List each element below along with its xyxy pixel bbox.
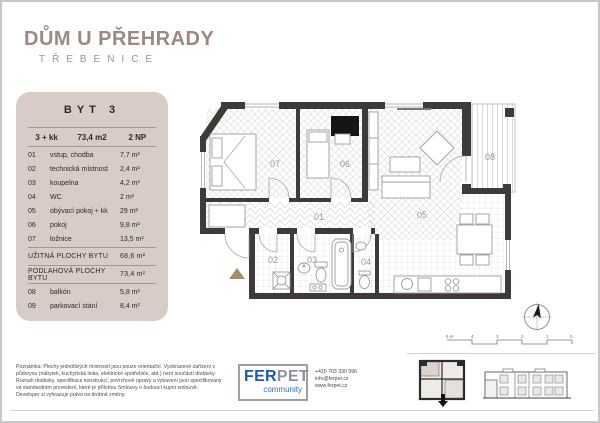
table-row: [26, 299, 158, 313]
brand-block: [24, 28, 215, 65]
double-bed-icon: [210, 134, 256, 190]
washing-machine-icon: [273, 272, 290, 289]
ferpet-logo: [238, 364, 308, 401]
scale-tick: 3: [496, 334, 499, 339]
room-num: 01: [28, 151, 36, 159]
room-name: koupelna: [50, 179, 79, 187]
disclaimer-text: [16, 364, 224, 399]
divider: [28, 247, 156, 248]
scale-bar: [444, 332, 576, 348]
table-row: [26, 285, 158, 299]
room-num: 06: [28, 221, 36, 229]
entrance-arrow-icon: [229, 268, 245, 279]
scale-tick: 2: [521, 334, 524, 339]
room-list: [26, 148, 158, 246]
room-area: 29 m²: [120, 207, 138, 215]
disclaimer-line: ve standardním provedení, které je přílohou Smlouvy o budoucí kupní smlouvě.: [16, 385, 199, 391]
logo-wordmark: [244, 368, 309, 385]
contact-email: info@ferpet.cz: [315, 376, 349, 382]
bathtub-icon: [332, 239, 351, 289]
sofa-icon: [382, 176, 430, 198]
scale-tick: 1: [546, 334, 549, 339]
divider: [28, 265, 156, 266]
room-num: 09: [28, 302, 36, 310]
room-area: 9,8 m²: [120, 221, 140, 229]
total-area: 68,6 m²: [120, 253, 146, 260]
logo-community: community: [263, 385, 302, 394]
page-title: DŮM U PŘEHRADY: [24, 28, 215, 50]
table-row: [26, 232, 158, 246]
table-row: [26, 204, 158, 218]
unit-name: BYT 3: [63, 104, 121, 116]
table-row: [26, 190, 158, 204]
disclaimer-line: půdorysu (nábytek, kuchyňská linka, elektrické spotřebiče, atd.) není součástí dodávky.: [16, 371, 216, 377]
contact-block: [315, 369, 357, 390]
table-row: [26, 162, 158, 176]
building-key-plan: [415, 358, 471, 408]
room-name: vstup, chodba: [50, 151, 94, 159]
hall-closet: [209, 205, 245, 227]
building-elevation: [483, 362, 571, 404]
scale-tick: 4: [471, 334, 474, 339]
total-area: 73,4 m²: [120, 271, 146, 278]
room-name: WC: [50, 193, 62, 201]
contact-phone: +420 703 330 996: [315, 369, 357, 375]
room-label-02: 02: [267, 255, 279, 265]
room-label-03: 03: [306, 255, 318, 265]
room-area: 5,8 m²: [120, 288, 140, 296]
usable-area-row: [26, 249, 158, 264]
room-label-08: 08: [484, 152, 496, 162]
divider: [28, 283, 156, 284]
logo-pet: PET: [276, 368, 309, 385]
coffee-table: [390, 157, 420, 172]
divider: [407, 353, 595, 354]
balcony-floor: [471, 104, 515, 192]
scale-tick: 5 m: [446, 334, 454, 339]
extras-list: [26, 285, 158, 313]
floor-area-row: [26, 267, 158, 282]
room-area: 4,2 m²: [120, 179, 140, 187]
north-arrow-icon: [520, 299, 554, 333]
room-name: pokoj: [50, 221, 67, 229]
wc-sink-icon: [356, 242, 366, 250]
kitchen-counter: [394, 276, 501, 293]
room-label-05: 05: [416, 210, 428, 220]
livingroom-floor: [368, 109, 462, 240]
table-row: [26, 218, 158, 232]
unit-layout: 3 + kk: [35, 132, 58, 142]
room-name: obývací pokoj + kk: [50, 207, 108, 215]
scale-tick: 0: [570, 334, 573, 339]
room-label-06: 06: [339, 159, 351, 169]
table-row: [26, 148, 158, 162]
room-label-04: 04: [360, 257, 372, 267]
room-num: 04: [28, 193, 36, 201]
room-area: 2 m²: [120, 193, 134, 201]
room-name: parkovací stání: [50, 302, 98, 310]
room-area: 8,4 m²: [120, 302, 140, 310]
disclaimer-line: Rozsah dodávky, specifikace konstrukcí, povrchové úpravy a vybavení jsou specifikovány: [16, 378, 222, 384]
total-label: UŽITNÁ PLOCHY BYTU: [28, 253, 109, 260]
room-area: 7,7 m²: [120, 151, 140, 159]
disclaimer-line: Developer si vyhrazuje právo na drobné změny.: [16, 392, 126, 398]
room-label-07: 07: [269, 159, 281, 169]
logo-fer: FER: [244, 368, 277, 385]
room-num: 05: [28, 207, 36, 215]
room-area: 2,4 m²: [120, 165, 140, 173]
room-area: 13,5 m²: [120, 235, 144, 243]
room-name: ložnice: [50, 235, 72, 243]
room-num: 02: [28, 165, 36, 173]
divider: [10, 410, 594, 411]
divider: [28, 127, 156, 128]
room-name: balkón: [50, 288, 71, 296]
page-subtitle: TŘEBENICE: [38, 54, 160, 65]
room-num: 03: [28, 179, 36, 187]
unit-info-panel: [16, 92, 168, 321]
room-num: 08: [28, 288, 36, 296]
floor-plan: [185, 100, 517, 306]
room-num: 07: [28, 235, 36, 243]
divider: [28, 146, 156, 147]
wardrobe-column: [369, 112, 378, 190]
room-label-01: 01: [313, 212, 325, 222]
key-plan-arrow-icon: [438, 401, 448, 407]
room-name: technická místnost: [50, 165, 108, 173]
contact-web: www.ferpet.cz: [315, 383, 348, 389]
bathroom-toilet-icon: [315, 262, 327, 282]
disclaimer-line: Poznámka: Plochy jednotlivých místností jsou pouze orientační. Vyobrazené zařízení v: [16, 364, 216, 370]
washer-outlet: [310, 284, 326, 291]
unit-summary-row: [26, 129, 158, 145]
unit-floor: 2 NP: [128, 132, 147, 142]
unit-total-area: 73,4 m2: [77, 132, 107, 142]
table-row: [26, 176, 158, 190]
wc-toilet-icon: [359, 271, 370, 289]
total-label: PODLAHOVÁ PLOCHY BYTU: [28, 267, 106, 282]
